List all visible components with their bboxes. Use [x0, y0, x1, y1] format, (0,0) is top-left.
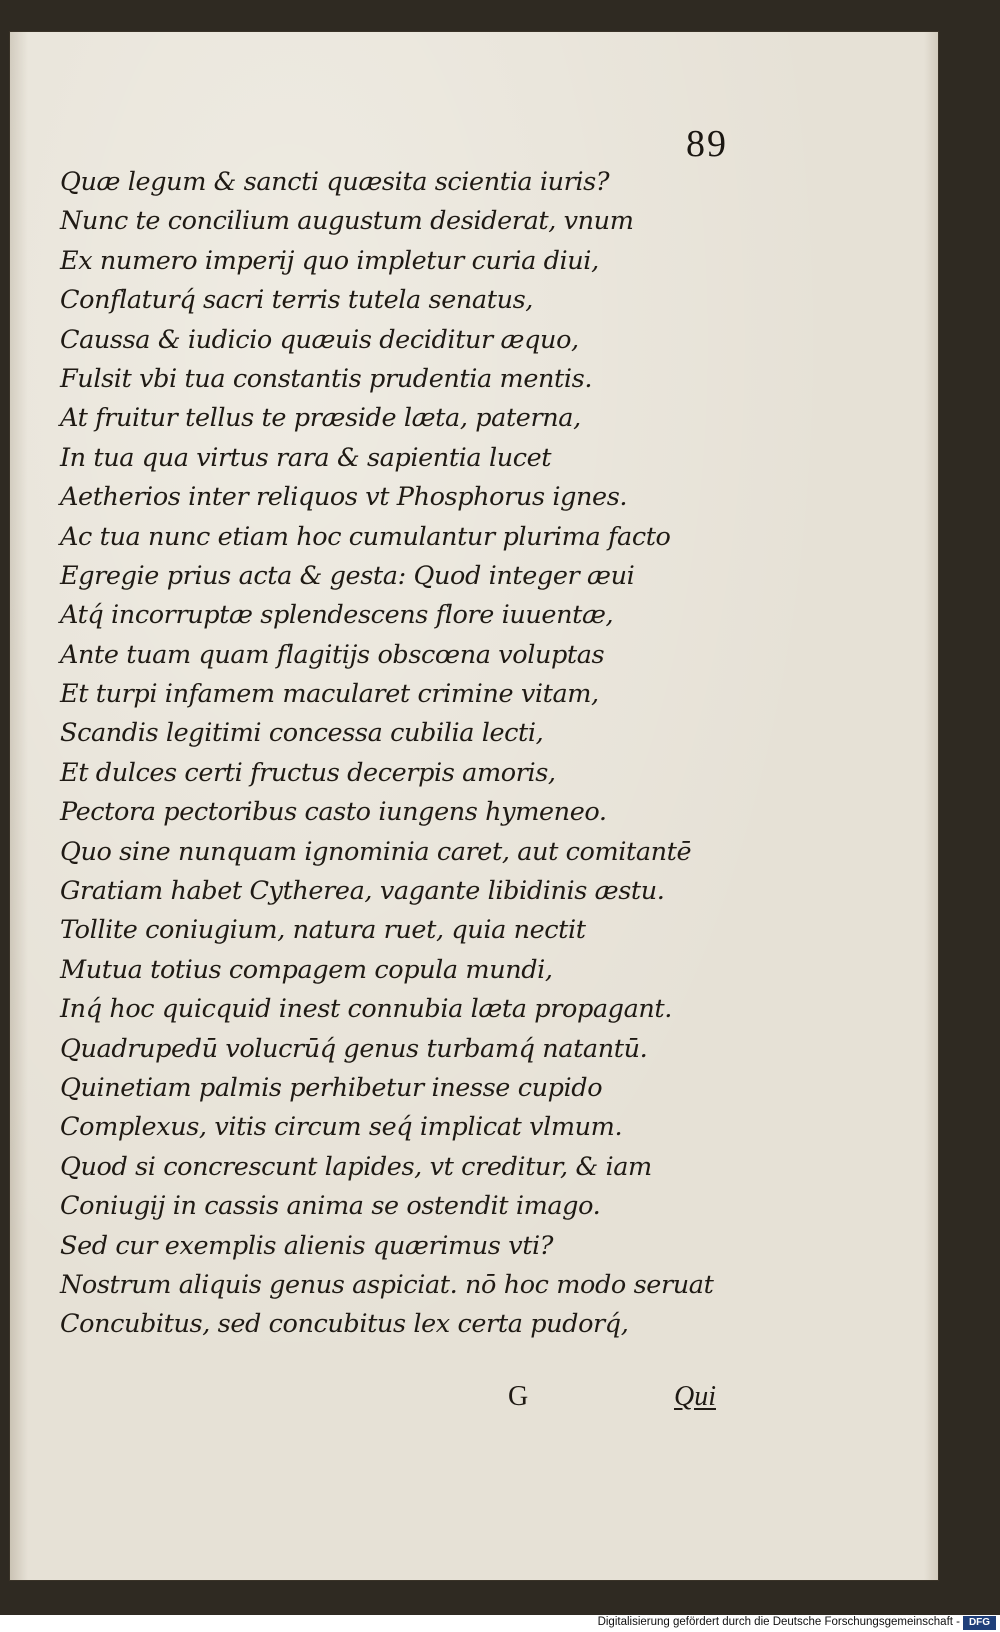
- verse-line: In tua qua virtus rara & sapientia lucet: [60, 442, 552, 473]
- signature-mark: G: [508, 1381, 529, 1412]
- verse-line: Quadrupedū volucrūq́ genus turbamq́ natantū.: [60, 1033, 648, 1064]
- verse-line: Coniugij in cassis anima se ostendit imago.: [60, 1191, 601, 1222]
- verse-line: Ac tua nunc etiam hoc cumulantur plurima facto: [60, 521, 671, 552]
- verse-line: Ex numero imperij quo impletur curia diui,: [60, 245, 599, 276]
- verse-line: Quo sine nunquam ignominia caret, aut comitantē: [60, 836, 692, 867]
- book-page: [10, 32, 938, 1580]
- verse-line: Et dulces certi fructus decerpis amoris,: [60, 757, 556, 788]
- verse-line: Concubitus, sed concubitus lex certa pudorq́,: [60, 1309, 629, 1340]
- verse-line: At fruitur tellus te præside læta, paterna,: [60, 403, 581, 434]
- verse-line: Complexus, vitis circum seq́ implicat vlmum.: [60, 1112, 623, 1143]
- catchword: Qui: [674, 1381, 716, 1412]
- verse-line: Atq́ incorruptæ splendescens flore iuuentæ,: [60, 600, 614, 631]
- verse-line: Mutua totius compagem copula mundi,: [60, 954, 553, 985]
- verse-line: Ante tuam quam flagitijs obscœna voluptas: [60, 639, 605, 670]
- verse-line: Inq́ hoc quicquid inest connubia læta propagant.: [60, 994, 672, 1025]
- verse-line: Nunc te concilium augustum desiderat, vnum: [60, 206, 634, 237]
- verse-text: [60, 163, 713, 1345]
- page-number: 89: [686, 123, 728, 165]
- verse-line: Pectora pectoribus casto iungens hymeneo.: [60, 797, 607, 828]
- verse-line: Scandis legitimi concessa cubilia lecti,: [60, 718, 544, 749]
- verse-line: Tollite coniugium, natura ruet, quia nectit: [60, 915, 586, 946]
- verse-line: Nostrum aliquis genus aspiciat. nō hoc modo seruat: [60, 1269, 714, 1300]
- verse-line: Caussa & iudicio quæuis deciditur æquo,: [60, 324, 579, 355]
- verse-line: Quinetiam palmis perhibetur inesse cupido: [60, 1072, 603, 1103]
- verse-line: Sed cur exemplis alienis quærimus vti?: [60, 1230, 554, 1261]
- verse-line: Aetherios inter reliquos vt Phosphorus ignes.: [60, 482, 628, 513]
- verse-line: Egregie prius acta & gesta: Quod integer æui: [60, 560, 635, 591]
- verse-line: Fulsit vbi tua constantis prudentia mentis.: [60, 363, 593, 394]
- verse-line: Quod si concrescunt lapides, vt creditur, & iam: [60, 1151, 652, 1182]
- verse-line: Quæ legum & sancti quæsita scientia iuris?: [60, 167, 610, 197]
- verse-line: Gratiam habet Cytherea, vagante libidinis æstu.: [60, 876, 665, 907]
- dfg-logo-icon: DFG: [963, 1616, 996, 1630]
- verse-line: Conflaturq́ sacri terris tutela senatus,: [60, 285, 533, 316]
- verse-line: Et turpi infamem macularet crimine vitam,: [60, 679, 599, 710]
- footer-credit-text: Digitalisierung gefördert durch die Deutsche Forschungsgemeinschaft -: [597, 1616, 960, 1628]
- footer-credit: [0, 1615, 1000, 1632]
